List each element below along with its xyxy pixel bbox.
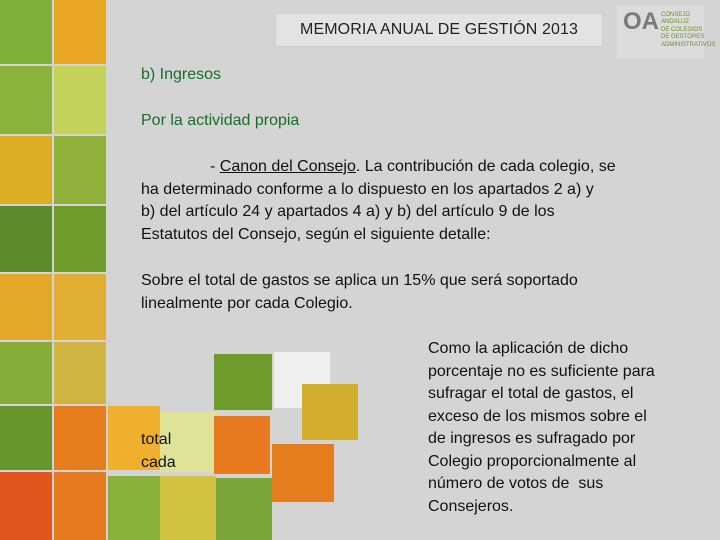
paragraph-line: Estatutos del Consejo, según el siguiente detalle: (141, 225, 491, 243)
mosaic-tile (216, 478, 272, 540)
paragraph-line: Colegio proporcionalmente al (428, 452, 637, 470)
mosaic-tile (54, 206, 106, 272)
paragraph-total-gastos (141, 270, 701, 315)
mosaic-tile (0, 342, 52, 404)
mosaic-tile (54, 66, 106, 134)
mosaic-tile (54, 472, 106, 540)
fragment-line: cada (141, 453, 176, 471)
logo-text (661, 12, 716, 49)
mosaic-tile (302, 384, 358, 440)
logo-line: DE COLEGIOS (661, 26, 703, 33)
paragraph-line: sufragar el total de gastos, el (428, 385, 634, 402)
mosaic-tile (0, 136, 52, 204)
mosaic-tile (272, 444, 334, 502)
paragraph-line: exceso de los mismos sobre el (428, 407, 647, 425)
mosaic-tile (160, 476, 216, 540)
logo (617, 6, 716, 58)
logo-mark: OA (623, 8, 659, 35)
mosaic-tile (54, 274, 106, 340)
fragment-line: total (141, 431, 172, 448)
mosaic-tile (214, 416, 270, 474)
mosaic-tile (0, 206, 52, 272)
mosaic-tile (54, 0, 106, 64)
canon-del-consejo-term: Canon del Consejo (219, 158, 356, 175)
paragraph-line: linealmente por cada Colegio. (141, 294, 353, 312)
paragraph-line: b) del artículo 24 y apartados 4 a) y b) del artículo 9 de los (141, 203, 555, 220)
paragraph-text: . La contribución de cada colegio, se (355, 158, 616, 175)
mosaic-tile (54, 342, 106, 404)
mosaic-tile (108, 476, 160, 540)
mosaic-tile (0, 274, 52, 340)
logo-line: ADMINISTRATIVOS (661, 41, 716, 48)
paragraph-line (141, 156, 711, 179)
logo-line: DE GESTORES (661, 34, 705, 41)
header-banner (275, 13, 603, 47)
paragraph-line: Como la aplicación de dicho (428, 340, 629, 357)
paragraph-line: de ingresos es sufragado por (428, 430, 636, 447)
mosaic-tile (214, 354, 272, 410)
paragraph-line: porcentaje no es suficiente para (428, 362, 655, 380)
section-heading: b) Ingresos (141, 66, 222, 83)
paragraph-canon (141, 156, 711, 246)
paragraph-line: Sobre el total de gastos se aplica un 15% que será soportado (141, 272, 578, 289)
mosaic-tile (0, 66, 52, 134)
paragraph-line: Consejeros. (428, 497, 514, 515)
mosaic-tile (0, 406, 52, 470)
mosaic-tile (0, 0, 52, 64)
section-subheading: Por la actividad propia (141, 112, 300, 129)
paragraph-line: ha determinado conforme a lo dispuesto en los apartados 2 a) y (141, 180, 594, 198)
mosaic-tile (54, 136, 106, 204)
page-title: MEMORIA ANUAL DE GESTIÓN 2013 (300, 21, 578, 38)
logo-line: ANDALUZ (661, 19, 690, 26)
logo-line: CONSEJO (661, 12, 691, 18)
paragraph-aplicacion (428, 338, 713, 518)
mosaic-tile (0, 472, 52, 540)
bullet-dash: - (210, 158, 220, 175)
mosaic-tile (54, 406, 106, 470)
paragraph-line: número de votos de sus (428, 475, 604, 492)
fragment-text (141, 429, 176, 474)
